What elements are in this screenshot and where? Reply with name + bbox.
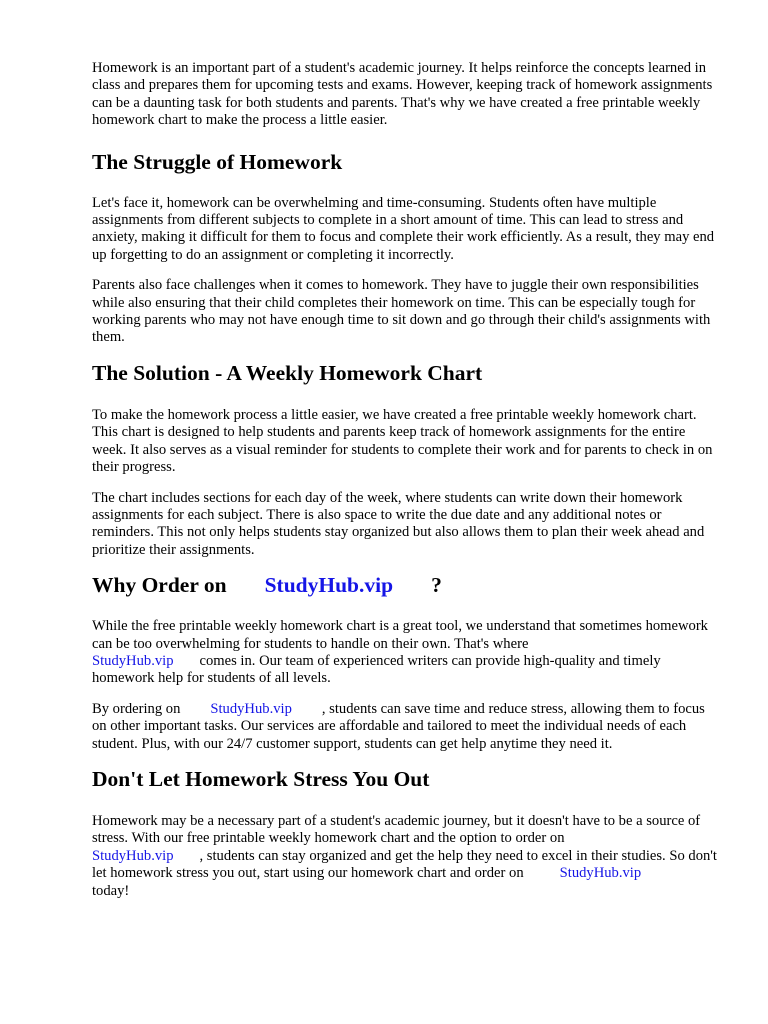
- why-p2-text-before: By ordering on: [92, 700, 181, 717]
- why-p1-text-before: While the free printable weekly homework chart is a great tool, we understand that sometimes homework can be too overwhelming for students to handle on their own. That's where: [92, 618, 708, 652]
- intro-paragraph: Homework is an important part of a student's academic journey. It helps reinforce the concepts learned in class and prepares them for upcoming tests and exams. However, keeping track of homework assignments can be a daunting task for both students and parents. That's why we have created a free printable weekly homework chart to make the process a little easier.: [92, 60, 713, 129]
- why-p1-studyhub-link[interactable]: StudyHub.vip: [92, 652, 174, 669]
- heading-struggle: The Struggle of Homework: [92, 149, 343, 174]
- dont-p1-studyhub-link-1[interactable]: StudyHub.vip: [92, 847, 174, 864]
- dont-paragraph-1: [92, 813, 720, 900]
- struggle-paragraph-2: Parents also face challenges when it comes to homework. They have to juggle their own responsibilities while also ensuring that their child completes their homework on time. This can be especially tough for working parents who may not have enough time to sit down and go through their child's assignments with them.: [92, 277, 711, 346]
- why-paragraph-1: [92, 618, 720, 688]
- dont-p1-studyhub-link-2[interactable]: StudyHub.vip: [559, 865, 642, 882]
- solution-paragraph-2: The chart includes sections for each day of the week, where students can write down their homework assignments for each subject. There is also space to write the due date and any additional notes or reminders. This not only helps students stay organized but also allows them to plan their week ahead and prioritize their assignments.: [92, 489, 705, 558]
- heading-dont-stress: Don't Let Homework Stress You Out: [92, 766, 430, 791]
- heading-studyhub-link[interactable]: StudyHub.vip: [264, 573, 394, 598]
- why-p2-text-after: , students can save time and reduce stress, allowing them to focus on other important tasks. Our services are affordable and tailored to meet the individual needs of each student. Plus, with our 24/7 customer support, students can get help anytime they need it.: [92, 700, 705, 752]
- dont-p1-text-middle: , students can stay organized and get the help they need to excel in their studies. So don't let homework stress you out, start using our homework chart and order on: [92, 847, 717, 882]
- solution-paragraph-1: To make the homework process a little easier, we have created a free printable weekly homework chart. This chart is designed to help students and parents keep track of homework assignments for the entire week. It also serves as a visual reminder for students to complete their work and for parents to check in on their progress.: [92, 406, 713, 476]
- heading-question-mark: ?: [431, 573, 442, 598]
- heading-why-text: Why Order on: [92, 573, 227, 598]
- heading-why-order: [92, 572, 720, 598]
- heading-solution: The Solution - A Weekly Homework Chart: [92, 360, 483, 385]
- why-p1-text-after: comes in. Our team of experienced writers can provide high-quality and timely homework help for students of all levels.: [92, 652, 661, 687]
- struggle-paragraph-1: Let's face it, homework can be overwhelming and time-consuming. Students often have multiple assignments from different subjects to complete in a short amount of time. This can lead to stress and anxiety, making it difficult for them to focus and complete their work efficiently. As a result, they may end up forgetting to do an assignment or completing it incorrectly.: [92, 194, 715, 263]
- why-p2-studyhub-link[interactable]: StudyHub.vip: [210, 700, 292, 717]
- dont-p1-text-after: today!: [92, 882, 130, 899]
- why-paragraph-2: [92, 701, 720, 753]
- dont-p1-text-before: Homework may be a necessary part of a student's academic journey, but it doesn't have to be a source of stress. With our free printable weekly homework chart and the option to order on: [92, 812, 701, 847]
